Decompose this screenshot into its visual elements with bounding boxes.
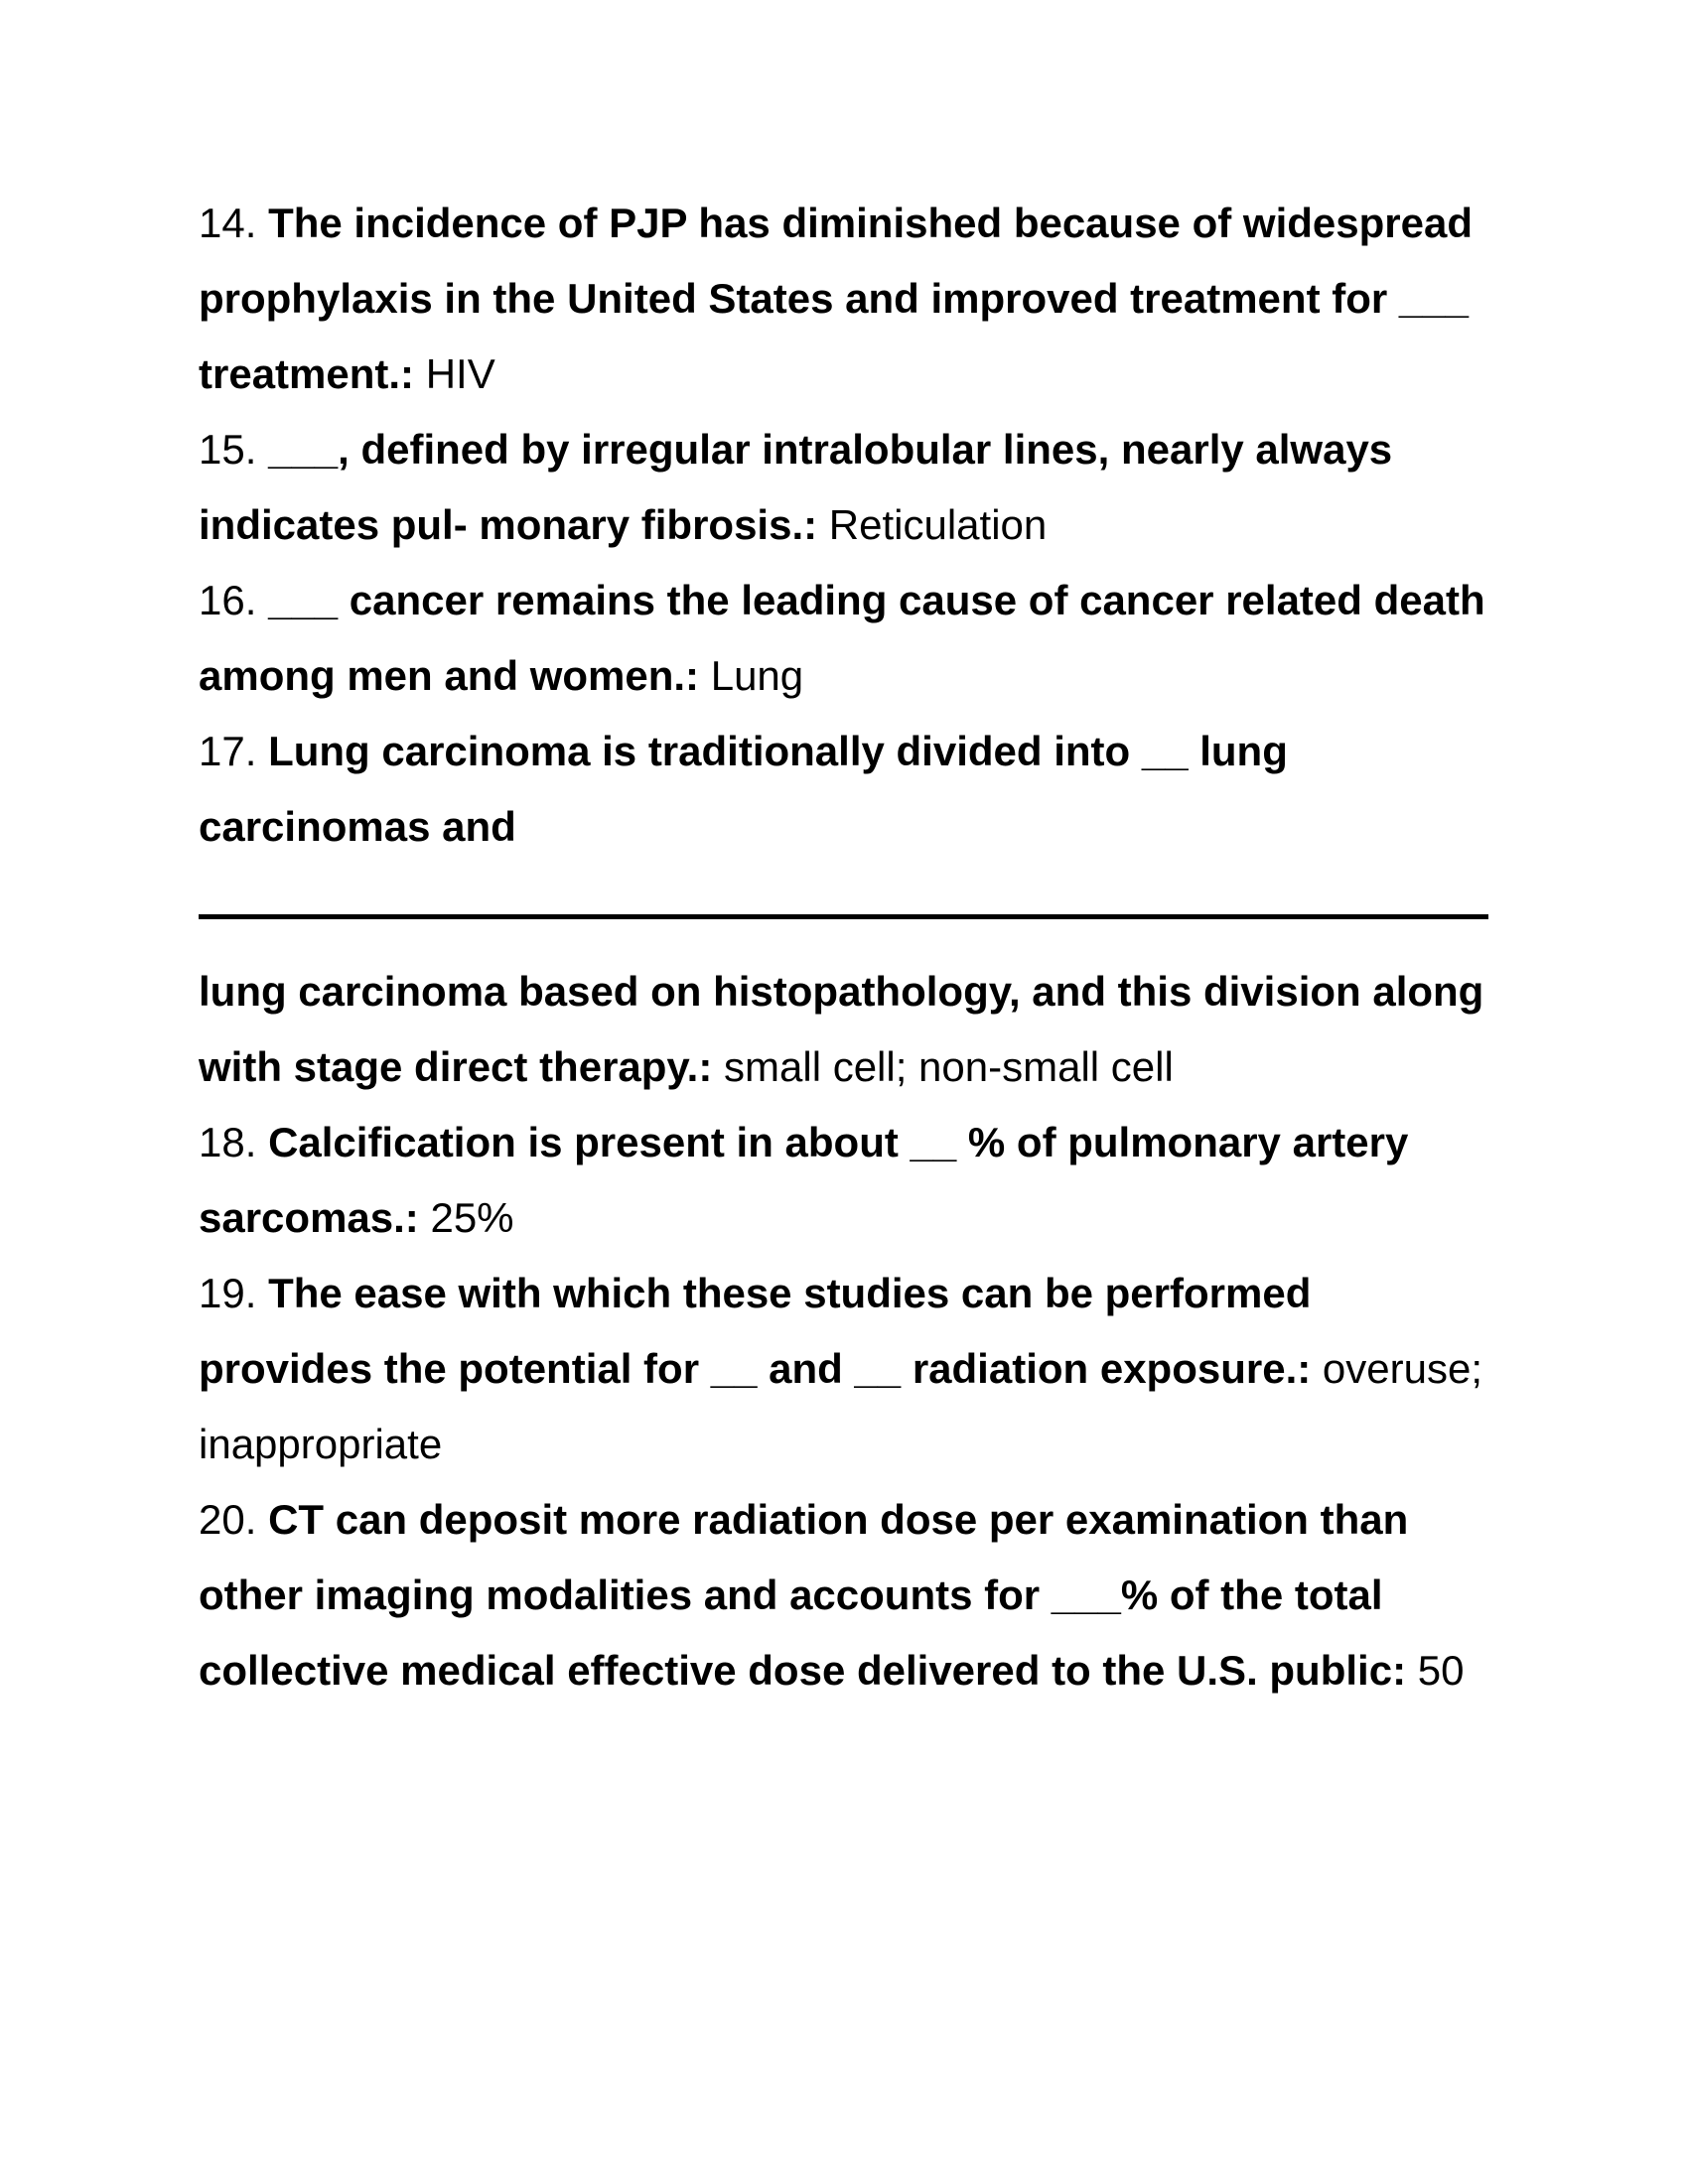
blank-answer-line (199, 914, 1488, 919)
question-17-part2 (199, 954, 1489, 1105)
question-number: 14. (199, 200, 257, 246)
question-text: The incidence of PJP has diminished because of widespread prophylaxis in the United States and improved treatment for ___ treatment.: (199, 200, 1473, 397)
question-20 (199, 1482, 1489, 1708)
question-text: lung carcinoma based on histopathology, and this division along with stage direct therapy.: (199, 968, 1484, 1090)
answer-text: Lung (710, 652, 804, 699)
question-17-part1 (199, 714, 1489, 865)
answer-text: Reticulation (828, 501, 1048, 548)
question-text: Calcification is present in about __ % of pulmonary artery sarcomas.: (199, 1119, 1409, 1241)
question-text: ___ cancer remains the leading cause of cancer related death among men and women.: (199, 577, 1485, 699)
answer-text: 50 (1417, 1647, 1465, 1694)
question-text: ___, defined by irregular intralobular lines, nearly always indicates pul- monary fibrosis.: (199, 426, 1393, 548)
question-18 (199, 1105, 1489, 1256)
flashcard-list (199, 186, 1489, 1708)
question-14 (199, 186, 1489, 412)
question-number: 18. (199, 1119, 257, 1165)
question-number: 15. (199, 426, 257, 473)
question-number: 16. (199, 577, 257, 623)
question-15 (199, 412, 1489, 563)
question-number: 17. (199, 728, 257, 774)
question-text: The ease with which these studies can be performed provides the potential for __ and __ radiation exposure.: (199, 1270, 1312, 1392)
question-16 (199, 563, 1489, 714)
answer-text: small cell; non-small cell (724, 1043, 1174, 1090)
question-number: 20. (199, 1496, 257, 1543)
question-text: Lung carcinoma is traditionally divided into __ lung carcinomas and (199, 728, 1288, 850)
answer-text: HIV (425, 350, 495, 397)
answer-text: 25% (430, 1194, 514, 1241)
question-number: 19. (199, 1270, 257, 1316)
answer-text: overuse; inappropriate (199, 1345, 1483, 1467)
question-19 (199, 1256, 1489, 1482)
question-text: CT can deposit more radiation dose per examination than other imaging modalities and accounts for ___% of the total collective medical effective dose delivered to the U.S. public: (199, 1496, 1409, 1694)
